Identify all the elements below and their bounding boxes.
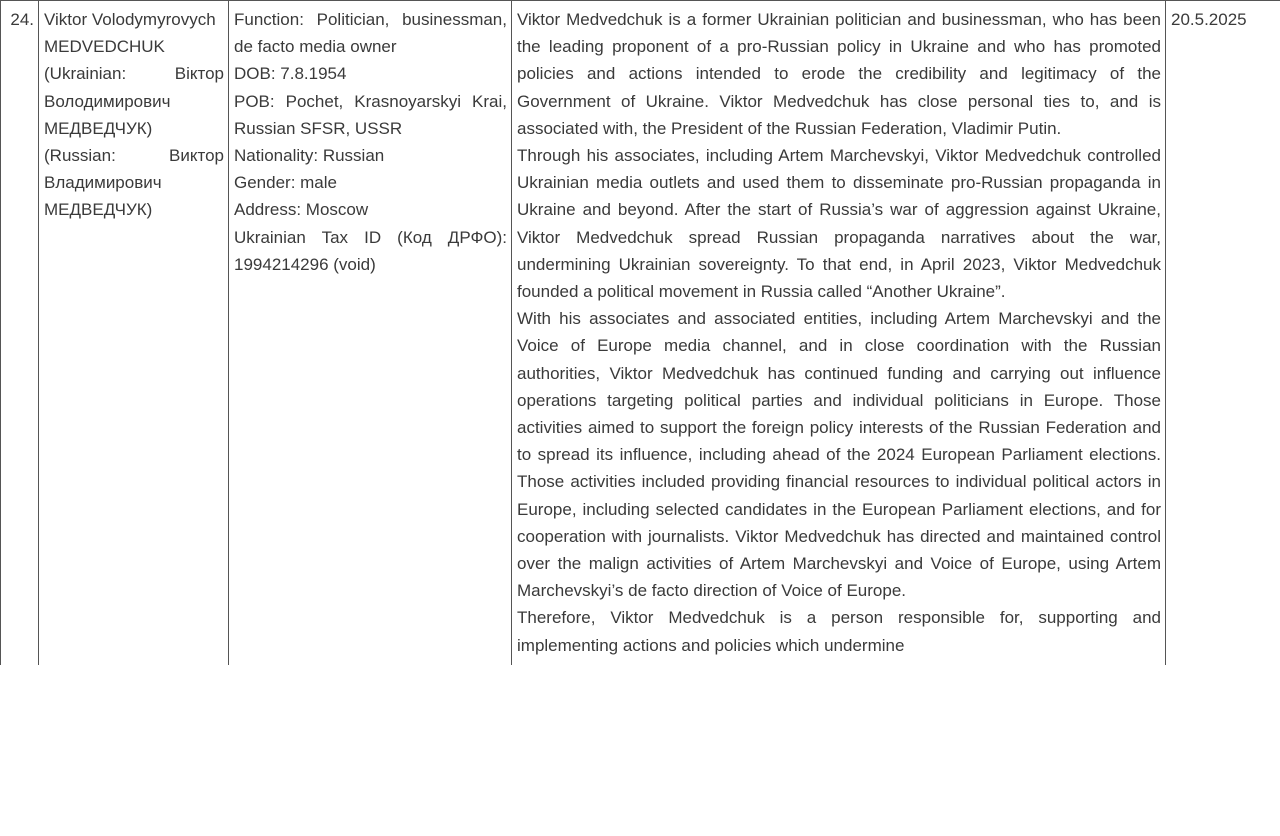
table-row — [1, 1, 1280, 665]
info-function: Function: Politician, businessman, de facto media owner — [234, 10, 507, 57]
cell-name — [39, 1, 229, 665]
info-place-of-birth: POB: Pochet, Krasnoyarskyi Krai, Russian SFSR, USSR — [234, 91, 507, 138]
reason-paragraph-4: Therefore, Viktor Medvedchuk is a person responsible for, supporting and implementing actions and policies which undermine — [517, 608, 1161, 655]
entry-number: 24. — [10, 10, 34, 29]
info-address: Address: Moscow — [234, 200, 369, 220]
cell-entry-number — [1, 1, 39, 665]
info-tax-id: Ukrainian Tax ID (Код ДРФО): 1994214296 (void) — [234, 227, 507, 274]
cell-identifying-information — [229, 1, 512, 665]
cell-listing-date — [1166, 1, 1280, 665]
info-nationality: Nationality: Russian — [234, 146, 385, 166]
info-gender: Gender: male — [234, 173, 337, 193]
name-latin: Viktor Volodymyrovych MEDVEDCHUK — [44, 10, 216, 57]
info-date-of-birth: DOB: 7.8.1954 — [234, 64, 347, 84]
reason-paragraph-1: Viktor Medvedchuk is a former Ukrainian politician and businessman, who has been the leading proponent of a pro-Russian policy in Ukraine and who has promoted policies and actions intended to erode the credibility and legitimacy of the Government of Ukraine. Viktor Medvedchuk has close personal ties to, and is associated with, the President of the Russian Federation, Vladimir Putin. — [517, 10, 1161, 138]
cell-statement-of-reasons — [512, 1, 1166, 665]
name-ukrainian: (Ukrainian: Віктор Володимирович МЕДВЕДЧУК) — [44, 64, 224, 138]
reason-paragraph-2: Through his associates, including Artem Marchevskyi, Viktor Medvedchuk controlled Ukrainian media outlets and used them to disseminate pro-Russian propaganda in Ukraine and beyond. After the start of Russia’s war of aggression against Ukraine, Viktor Medvedchuk spread Russian propaganda narratives about the war, undermining Ukrainian sovereignty. To that end, in April 2023, Viktor Medvedchuk founded a political movement in Russia called “Another Ukraine”. — [517, 146, 1161, 302]
name-russian: (Russian: Виктор Владимирович МЕДВЕДЧУК) — [44, 146, 224, 220]
listing-date: 20.5.2025 — [1171, 10, 1247, 29]
reason-paragraph-3: With his associates and associated entities, including Artem Marchevskyi and the Voice of Europe media channel, and in close coordination with the Russian authorities, Viktor Medvedchuk has continued funding and carrying out influence operations targeting political parties and individual politicians in Europe. Those activities aimed to support the foreign policy interests of the Russian Federation and to spread its influence, including ahead of the 2024 European Parliament elections. Those activities included providing financial resources to individual political actors in Europe, including selected candidates in the European Parliament elections, and for cooperation with journalists. Viktor Medvedchuk has directed and maintained control over the malign activities of Artem Marchevskyi and Voice of Europe, using Artem Marchevskyi’s de facto direction of Voice of Europe. — [517, 309, 1161, 601]
